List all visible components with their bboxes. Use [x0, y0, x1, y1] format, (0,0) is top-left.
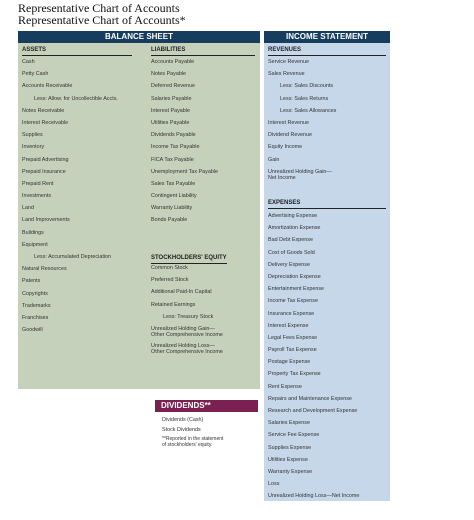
- account-item: Entertainment Expense: [268, 286, 325, 293]
- account-item: Preferred Stock: [151, 277, 189, 284]
- account-item: Cash: [22, 59, 35, 65]
- account-item: Copyrights: [22, 290, 48, 297]
- account-item: Notes Receivable: [22, 107, 65, 114]
- account-item: Sales Tax Payable: [151, 180, 196, 187]
- account-item: Sales Revenue: [268, 71, 305, 78]
- account-item: Rent Expense: [268, 383, 302, 390]
- account-item: Interest Expense: [268, 322, 309, 329]
- revenues-list: [268, 59, 336, 186]
- account-item: Dividends Payable: [151, 132, 196, 139]
- account-item: Service Revenue: [268, 59, 310, 65]
- account-item: Natural Resources: [22, 266, 67, 273]
- account-item: Accounts Payable: [151, 59, 195, 65]
- account-item: Goodwill: [22, 327, 43, 334]
- account-item: Warranty Liability: [151, 205, 193, 212]
- account-item: Contingent Liability: [151, 193, 197, 200]
- account-item: Franchises: [22, 314, 49, 321]
- account-item: Deferred Revenue: [151, 83, 196, 90]
- balance-sheet-header: BALANCE SHEET: [18, 31, 260, 43]
- account-item: Additional Paid-In Capital: [151, 289, 212, 296]
- account-item: Land: [22, 205, 34, 212]
- account-item: Notes Payable: [151, 71, 187, 78]
- account-item: Income Tax Expense: [268, 298, 318, 305]
- chart-title-line-2: Representative Chart of Accounts*: [18, 13, 186, 27]
- account-item: Prepaid Advertising: [22, 156, 69, 163]
- liabilities-list: [151, 59, 218, 230]
- account-item: Legal Fees Expense: [268, 334, 318, 341]
- account-item: Repairs and Maintenance Expense: [268, 395, 352, 402]
- account-item: Cost of Goods Sold: [268, 249, 315, 256]
- account-item: Supplies Expense: [268, 444, 312, 451]
- account-item: Less: Sales Allowances: [280, 107, 337, 114]
- account-item: Unemployment Tax Payable: [151, 168, 219, 175]
- account-item: Interest Receivable: [22, 119, 69, 126]
- account-item: Trademarks: [22, 302, 51, 309]
- account-item: Income Tax Payable: [151, 144, 200, 151]
- revenues-title: REVENUES: [268, 46, 386, 56]
- account-item: Petty Cash: [22, 71, 49, 78]
- account-item: Service Fee Expense: [268, 432, 320, 439]
- account-item: Bad Debt Expense: [268, 237, 313, 244]
- account-item: Postage Expense: [268, 359, 311, 366]
- dividends-header: DIVIDENDS**: [155, 400, 258, 412]
- account-item: Land Improvements: [22, 217, 70, 224]
- account-item: Less: Treasury Stock: [163, 313, 214, 320]
- expenses-title: EXPENSES: [268, 199, 386, 209]
- account-item: Equipment: [22, 241, 48, 248]
- account-item: Utilities Payable: [151, 119, 190, 126]
- account-item: Salaries Expense: [268, 420, 310, 427]
- account-item: Warranty Expense: [268, 468, 313, 475]
- account-item: Interest Payable: [151, 107, 190, 114]
- account-item: Prepaid Insurance: [22, 168, 66, 175]
- account-item: Unrealized Holding Loss— Other Comprehensive Income: [151, 342, 223, 355]
- account-item: Payroll Tax Expense: [268, 347, 317, 354]
- account-item: Bonds Payable: [151, 217, 188, 224]
- account-item: Property Tax Expense: [268, 371, 321, 378]
- account-item: Unrealized Holding Gain— Other Comprehensive Income: [151, 325, 223, 338]
- stockholders-equity-title: STOCKHOLDERS' EQUITY: [151, 254, 227, 264]
- account-item: Retained Earnings: [151, 301, 196, 308]
- account-item: Investments: [22, 193, 52, 200]
- stockholders-equity-list: [151, 265, 223, 360]
- dividends-list: [162, 417, 223, 453]
- account-item: Amortization Expense: [268, 225, 321, 232]
- account-item: Salaries Payable: [151, 95, 192, 102]
- account-item: **Reported in the statement of stockholders' equity.: [162, 436, 224, 449]
- income-statement-panel: [264, 31, 390, 501]
- account-item: Equity Income: [268, 144, 303, 151]
- dividends-panel: [155, 400, 258, 466]
- account-item: Patents: [22, 278, 41, 285]
- account-item: Dividend Revenue: [268, 132, 313, 139]
- account-item: Stock Dividends: [162, 426, 201, 433]
- liabilities-title: LIABILITIES: [151, 46, 255, 56]
- account-item: Unrealized Holding Gain— Net Income: [268, 168, 332, 181]
- account-item: Less: Sales Discounts: [280, 83, 334, 90]
- account-item: Gain: [268, 156, 280, 163]
- account-item: Delivery Expense: [268, 261, 310, 268]
- account-item: Utilities Expense: [268, 456, 308, 463]
- balance-sheet-panel: [18, 31, 260, 389]
- account-item: Loss: [268, 481, 280, 488]
- income-statement-header: INCOME STATEMENT: [264, 31, 390, 43]
- account-item: Less: Allow. for Uncollectible Accts.: [34, 95, 118, 102]
- account-item: Supplies: [22, 132, 43, 139]
- account-item: Buildings: [22, 229, 44, 236]
- account-item: Insurance Expense: [268, 310, 315, 317]
- account-item: Unrealized Holding Loss—Net Income: [268, 493, 360, 500]
- account-item: Common Stock: [151, 265, 188, 271]
- account-item: Depreciation Expense: [268, 273, 321, 280]
- account-item: Research and Development Expense: [268, 408, 358, 414]
- expenses-list: [268, 213, 359, 506]
- assets-list: [22, 59, 118, 339]
- account-item: FICA Tax Payable: [151, 156, 194, 163]
- account-item: Accounts Receivable: [22, 83, 73, 90]
- account-item: Dividends (Cash): [162, 417, 204, 423]
- account-item: Advertising Expense: [268, 213, 318, 219]
- account-item: Less: Sales Returns: [280, 95, 329, 102]
- account-item: Interest Revenue: [268, 119, 310, 126]
- account-item: Less: Accumulated Depreciation: [34, 254, 112, 260]
- account-item: Prepaid Rent: [22, 180, 54, 187]
- assets-title: ASSETS: [22, 46, 132, 56]
- chart-title-line-1: Representative Chart of Accounts: [18, 1, 180, 15]
- account-item: Inventory: [22, 144, 45, 151]
